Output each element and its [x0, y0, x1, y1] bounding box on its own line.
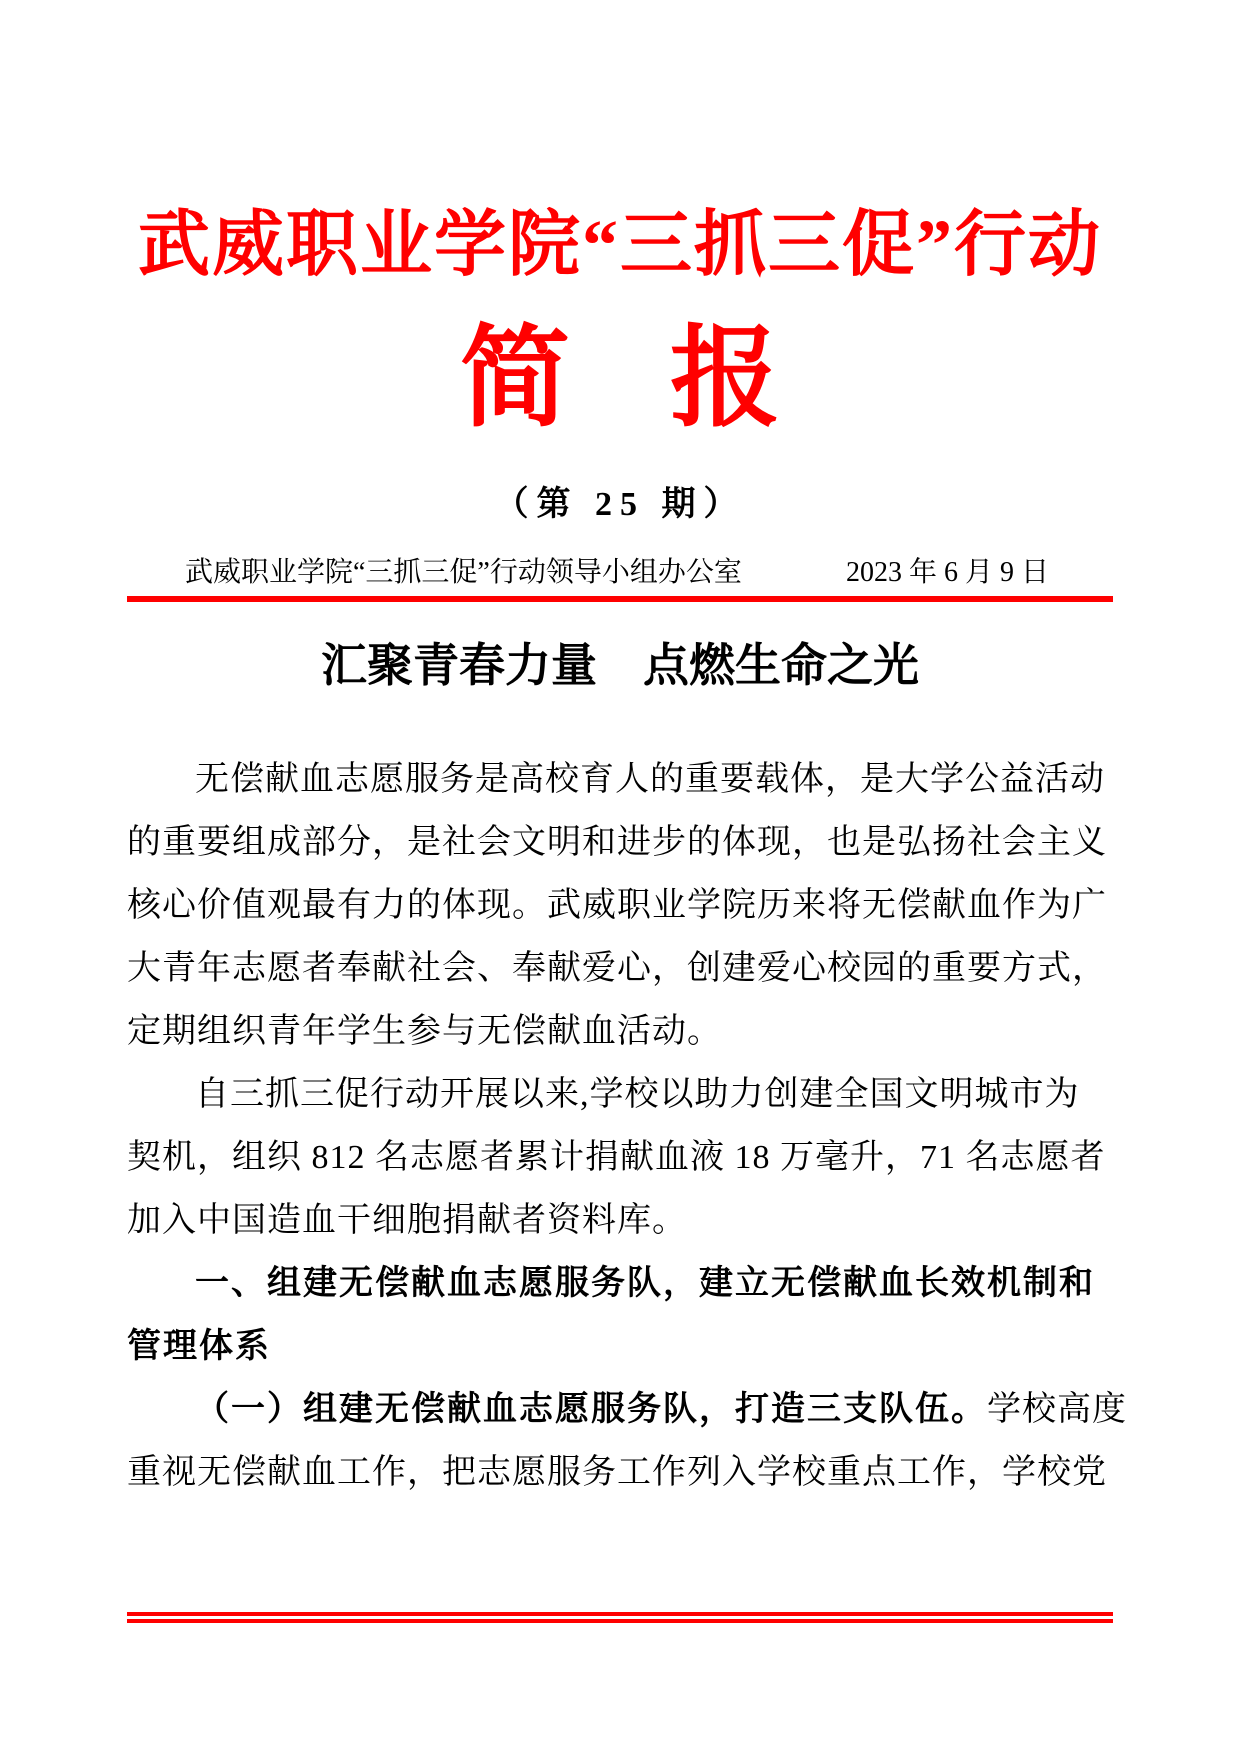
body-line	[127, 1315, 1113, 1378]
text-segment: 定期组织青年学生参与无偿献血活动。	[127, 1013, 722, 1050]
footer-rule	[127, 1612, 1113, 1623]
text-segment: 管理体系	[127, 1327, 271, 1365]
masthead-title-line1: 武威职业学院“三抓三促”行动	[137, 205, 1102, 285]
masthead-title-char-jian: 简	[460, 318, 570, 440]
text-segment: 的重要组成部分，是社会文明和进步的体现，也是弘扬社会主义	[127, 824, 1107, 861]
text-segment: 无偿献血志愿服务是高校育人的重要载体，是大学公益活动	[195, 761, 1105, 798]
issue-date: 2023 年 6 月 9 日	[845, 557, 1049, 588]
body-line	[127, 874, 1113, 937]
text-segment: 学校高度	[987, 1391, 1127, 1428]
masthead-title-line2	[127, 318, 1113, 440]
article-body	[127, 748, 1127, 1504]
text-segment: 核心价值观最有力的体现。武威职业学院历来将无偿献血作为广	[127, 887, 1107, 924]
office-name: 武威职业学院“三抓三促”行动领导小组办公室	[185, 557, 742, 588]
article-title: 汇聚青春力量 点燃生命之光	[321, 640, 919, 691]
body-line	[127, 1441, 1113, 1504]
body-line	[127, 748, 1113, 811]
text-segment: 大青年志愿者奉献社会、奉献爱心，创建爱心校园的重要方式，	[127, 950, 1107, 987]
masthead-title-char-bao: 报	[670, 318, 780, 440]
body-line	[127, 1189, 1113, 1252]
body-line	[127, 1000, 1113, 1063]
issue-number: （第 25 期）	[494, 486, 746, 523]
body-line	[127, 1063, 1113, 1126]
text-segment: 契机，组织 812 名志愿者累计捐献血液 18 万毫升，71 名志愿者	[127, 1139, 1106, 1176]
body-line	[127, 1378, 1127, 1441]
body-line	[127, 937, 1113, 1000]
text-segment: 重视无偿献血工作，把志愿服务工作列入学校重点工作，学校党	[127, 1454, 1107, 1491]
text-segment: 自三抓三促行动开展以来,学校以助力创建全国文明城市为	[195, 1076, 1080, 1113]
text-segment: （一）组建无偿献血志愿服务队，打造三支队伍。	[195, 1391, 987, 1428]
text-segment: 加入中国造血干细胞捐献者资料库。	[127, 1202, 687, 1239]
text-segment: 一、组建无偿献血志愿服务队，建立无偿献血长效机制和	[195, 1264, 1095, 1302]
office-row	[127, 556, 1113, 590]
body-line	[127, 1126, 1113, 1189]
body-line	[127, 1252, 1113, 1315]
header-rule	[127, 596, 1113, 602]
body-line	[127, 811, 1113, 874]
